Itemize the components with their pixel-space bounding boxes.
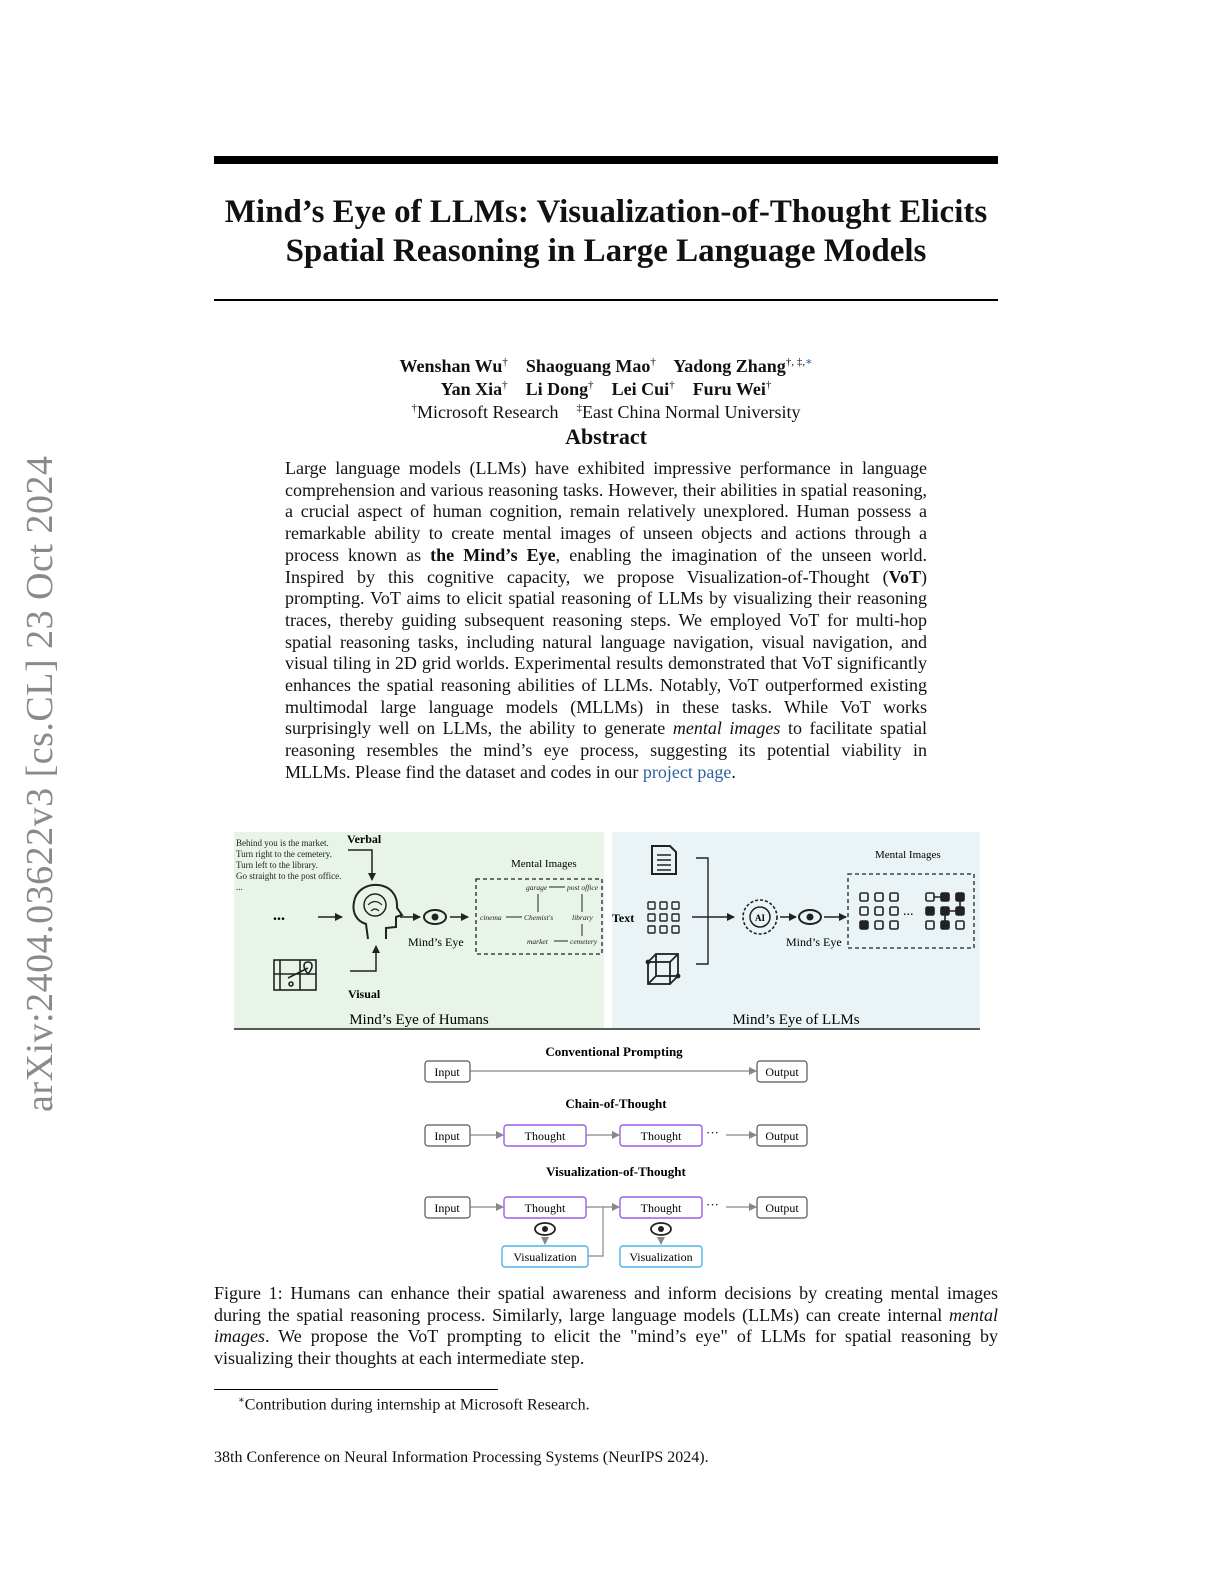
conventional-output: Output [765, 1065, 799, 1079]
title-line-1: Mind’s Eye of LLMs: Visualization-of-Thought Elicits [224, 194, 988, 230]
figure-1 [230, 828, 986, 1274]
footnote [238, 1395, 590, 1414]
humans-mental-images-label: Mental Images [511, 858, 577, 870]
cot-thought-1: Thought [524, 1129, 566, 1143]
humans-ellipsis: ... [273, 907, 285, 924]
title-line-2: Spatial Reasoning in Large Language Models [285, 233, 927, 269]
author-mark: † [765, 379, 772, 391]
figure-caption [214, 1283, 998, 1369]
llms-ellipsis: ... [903, 904, 914, 919]
humans-mind-eye-label: Mind’s Eye [408, 935, 464, 949]
author-mark: † [650, 356, 656, 368]
vot-input: Input [434, 1201, 460, 1215]
cot-output: Output [765, 1129, 799, 1143]
vot-ellipsis: ··· [706, 1197, 719, 1212]
abstract-part: to facilitate spatial reasoning resembles the mind’s eye process, suggesting its potential viability in MLLMs. Please find the dataset and codes in our [285, 718, 928, 782]
affil-mark: ‡ [576, 402, 582, 414]
author-name: Wenshan Wu [399, 356, 503, 376]
affil-mark: † [411, 402, 418, 414]
affil-name: Microsoft Research [417, 402, 559, 422]
instruction-line: Behind you is the market. [236, 838, 329, 848]
abstract-part: ) prompting. VoT aims to elicit spatial reasoning of LLMs by visualizing their reasoning traces, thereby guiding subsequent reasoning steps. We employed VoT for multi-hop spatial reasoning tasks, including natural language navigation, visual navigation, and visual tiling in 2D grid worlds. Experimental results demonstrated that VoT significantly enhances the spatial reasoning abilities of LLMs. Notably, VoT outperformed existing multimodal large language models (MLLMs) in these tasks. While VoT works surprisingly well on LLMs, the ability to generate [285, 566, 927, 739]
author-mark: † [502, 379, 508, 391]
instruction-line: Turn right to the cemetery. [236, 849, 332, 859]
vot-thought-1: Thought [524, 1201, 566, 1215]
cot-title: Chain-of-Thought [565, 1096, 667, 1111]
visual-label: Visual [348, 987, 381, 1001]
vot-output: Output [765, 1201, 799, 1215]
map-label: cinema [480, 913, 502, 922]
llms-text-label: Text [612, 911, 635, 925]
verbal-label: Verbal [347, 832, 382, 846]
instruction-line: Turn left to the library. [236, 860, 318, 870]
caption-part: Figure 1: Humans can enhance their spatial awareness and inform decisions by creating mental images during the spatial reasoning process. Similarly, large language models (LLMs) can create internal [214, 1283, 998, 1325]
author-name: Lei Cui [611, 379, 670, 399]
map-label: post office [567, 883, 599, 892]
cot-ellipsis: ··· [706, 1125, 719, 1140]
author-footnote-link[interactable]: ∗ [805, 356, 813, 368]
conventional-title: Conventional Prompting [545, 1044, 683, 1059]
caption-part: . We propose the VoT prompting to elicit the "mind’s eye" of LLMs for spatial reasoning by visualizing their thoughts at each intermediate step. [214, 1326, 998, 1368]
project-page-link[interactable]: project page [642, 761, 732, 782]
arxiv-identifier: arXiv:2404.03622v3 [cs.CL] 23 Oct 2024 [19, 455, 61, 1112]
map-label: Chemist's [524, 913, 554, 922]
instruction-line: ... [236, 882, 243, 892]
author-name: Yadong Zhang [673, 356, 786, 376]
author-mark: †, ‡, [785, 356, 806, 368]
abstract-text [285, 458, 927, 784]
venue-line: 38th Conference on Neural Information Processing Systems (NeurIPS 2024). [214, 1449, 709, 1466]
vot-title: Visualization-of-Thought [546, 1164, 686, 1179]
vot-visualization-2: Visualization [629, 1250, 693, 1264]
affiliations [214, 402, 998, 423]
author-name: Yan Xia [440, 379, 503, 399]
map-label: cemetery [570, 937, 598, 946]
title-bottom-rule [214, 299, 998, 301]
author-name: Furu Wei [692, 379, 766, 399]
svg-text:AI: AI [754, 913, 766, 923]
author-mark: † [669, 379, 675, 391]
author-name: Li Dong [525, 379, 589, 399]
map-label: garage [526, 883, 548, 892]
caption-italic: mental images [214, 1304, 998, 1346]
vot-eye-icon-1 [535, 1223, 555, 1235]
author-mark: † [502, 356, 508, 368]
llms-panel-label: Mind’s Eye of LLMs [732, 1012, 860, 1028]
abstract-heading: Abstract [565, 424, 647, 449]
footnote-text: Contribution during internship at Microsoft Research. [244, 1396, 590, 1414]
author-name: Shaoguang Mao [525, 356, 651, 376]
footnote-rule [214, 1389, 498, 1390]
abstract-part: Large language models (LLMs) have exhibited impressive performance in language comprehension and various reasoning tasks. However, their abilities in spatial reasoning, a crucial aspect of human cognition, remain relatively unexplored. Human possess a remarkable ability to create mental images of unseen objects and actions through a process known as [285, 458, 927, 565]
author-row-2 [214, 379, 998, 400]
vot-thought-2: Thought [640, 1201, 682, 1215]
vot-visualization-1: Visualization [513, 1250, 577, 1264]
conventional-input: Input [434, 1065, 460, 1079]
title-top-rule [214, 156, 998, 164]
abstract-italic: mental images [672, 718, 781, 739]
cot-thought-2: Thought [640, 1129, 682, 1143]
abstract-bold: VoT [888, 566, 921, 587]
abstract-bold: the Mind’s Eye [430, 544, 556, 565]
llms-mind-eye-label: Mind’s Eye [786, 935, 842, 949]
map-label: library [572, 913, 593, 922]
author-row-1 [214, 355, 998, 377]
abstract-part: , enabling the imagination of the unseen world. Inspired by this cognitive capacity, we propose Visualization-of-Thought ( [285, 544, 927, 587]
map-label: market [527, 937, 548, 946]
affil-name: East China Normal University [581, 402, 801, 422]
author-mark: † [588, 379, 594, 391]
paper-title [200, 193, 1012, 271]
instruction-line: Go straight to the post office. [236, 871, 342, 881]
vot-eye-icon-2 [651, 1223, 671, 1235]
humans-panel-label: Mind’s Eye of Humans [349, 1012, 489, 1028]
cot-input: Input [434, 1129, 460, 1143]
footnote-mark: ∗ [238, 1395, 245, 1406]
llms-mental-images-label: Mental Images [875, 849, 941, 861]
abstract-part: . [731, 761, 736, 782]
